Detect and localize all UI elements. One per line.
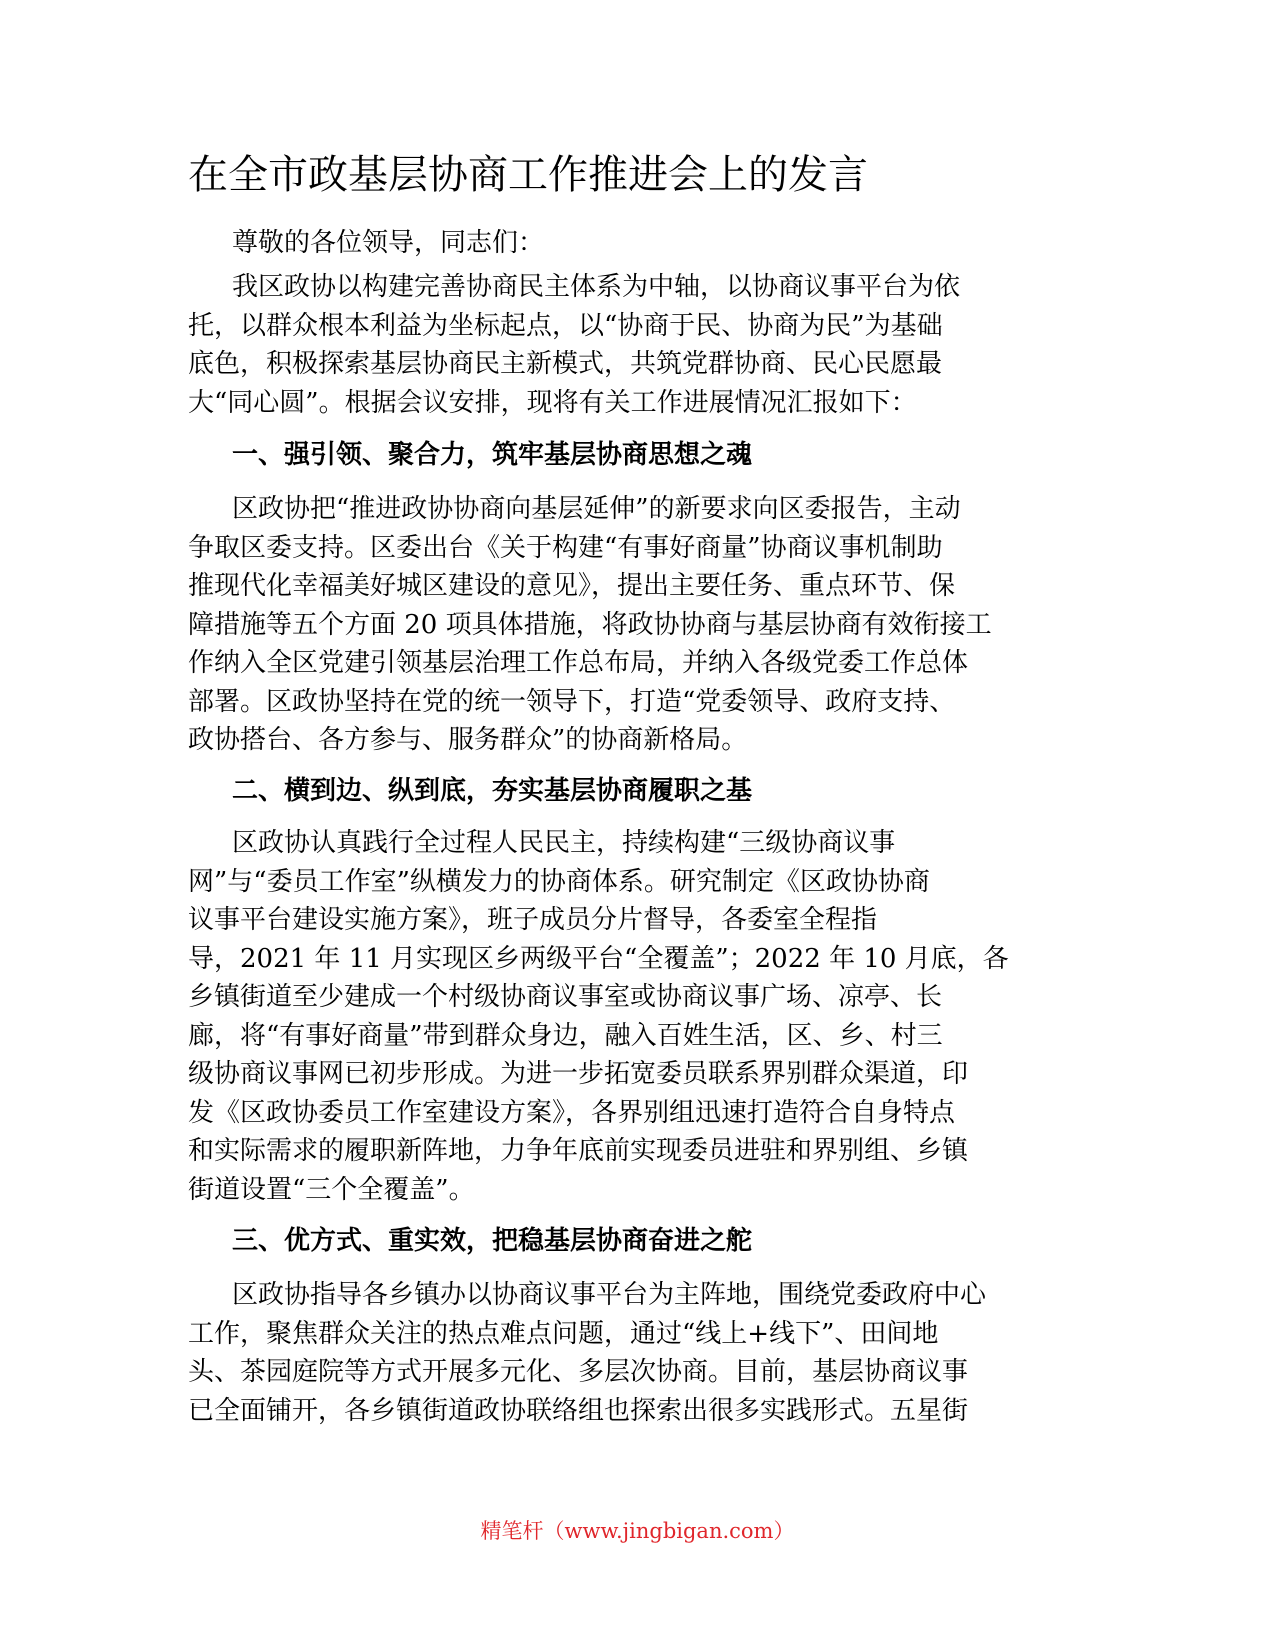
paragraph-line: 政协搭台、各方参与、服务群众”的协商新格局。 (188, 725, 748, 755)
paragraph-line: 议事平台建设实施方案》，班子成员分片督导，各委室全程指 (188, 905, 878, 935)
paragraph-line: 争取区委支持。区委出台《关于构建“有事好商量”协商议事机制助 (188, 532, 943, 563)
paragraph-line: 区政协认真践行全过程人民民主，持续构建“三级协商议事 (232, 828, 896, 858)
paragraph-line: 网”与“委员工作室”纵横发力的协商体系。研究制定《区政协协商 (188, 866, 930, 897)
footer-watermark-link[interactable]: 精笔杆（www.jingbigan.com） (480, 1519, 795, 1543)
paragraph-line: 级协商议事网已初步形成。为进一步拓宽委员联系界别群众渠道，印 (188, 1059, 969, 1089)
paragraph-line: 推现代化幸福美好城区建设的意见》，提出主要任务、重点环节、保 (188, 571, 956, 601)
paragraph-line: 工作，聚焦群众关注的热点难点问题，通过“线上+线下”、田间地 (188, 1318, 939, 1349)
paragraph-line: 我区政协以构建完善协商民主体系为中轴，以协商议事平台为依 (232, 272, 961, 302)
page-title: 在全市政基层协商工作推进会上的发言 (188, 152, 868, 198)
paragraph-line: 区政协把“推进政协协商向基层延伸”的新要求向区委报告，主动 (232, 494, 961, 524)
salutation: 尊敬的各位领导，同志们： (232, 228, 545, 258)
paragraph-line: 乡镇街道至少建成一个村级协商议事室或协商议事广场、凉亭、长 (188, 982, 943, 1012)
section-heading-1: 一、强引领、聚合力，筑牢基层协商思想之魂 (232, 440, 753, 470)
section-heading-3: 三、优方式、重实效，把稳基层协商奋进之舵 (232, 1226, 753, 1256)
paragraph-line: 导，2021 年 11 月实现区乡两级平台“全覆盖”；2022 年 10 月底，各 (188, 943, 1009, 974)
intro-paragraph (188, 268, 1078, 422)
paragraph-line: 已全面铺开，各乡镇街道政协联络组也探索出很多实践形式。五星街 (188, 1395, 969, 1426)
paragraph-line: 部署。区政协坚持在党的统一领导下，打造“党委领导、政府支持、 (188, 686, 956, 717)
paragraph-line: 区政协指导各乡镇办以协商议事平台为主阵地，围绕党委政府中心 (232, 1280, 987, 1310)
paragraph-line: 障措施等五个方面 20 项具体措施，将政协协商与基层协商有效衔接工 (188, 609, 992, 640)
paragraph-line: 发《区政协委员工作室建设方案》，各界别组迅速打造符合自身特点 (188, 1097, 956, 1128)
section-3-paragraph (188, 1276, 1078, 1430)
paragraph-line: 底色，积极探索基层协商民主新模式，共筑党群协商、民心民愿最 (188, 349, 943, 379)
paragraph-line: 作纳入全区党建引领基层治理工作总布局，并纳入各级党委工作总体 (188, 648, 969, 678)
paragraph-line: 街道设置“三个全覆盖”。 (188, 1174, 475, 1205)
paragraph-line: 托，以群众根本利益为坐标起点，以“协商于民、协商为民”为基础 (188, 310, 943, 341)
paragraph-line: 和实际需求的履职新阵地，力争年底前实现委员进驻和界别组、乡镇 (188, 1136, 969, 1166)
section-2-paragraph (188, 824, 1078, 1209)
section-heading-2: 二、横到边、纵到底，夯实基层协商履职之基 (232, 776, 753, 806)
paragraph-line: 头、茶园庭院等方式开展多元化、多层次协商。目前，基层协商议事 (188, 1357, 969, 1387)
paragraph-line: 大“同心圆”。根据会议安排，现将有关工作进展情况汇报如下： (188, 387, 917, 418)
paragraph-line: 廊，将“有事好商量”带到群众身边，融入百姓生活，区、乡、村三 (188, 1020, 943, 1051)
section-1-paragraph (188, 490, 1078, 760)
